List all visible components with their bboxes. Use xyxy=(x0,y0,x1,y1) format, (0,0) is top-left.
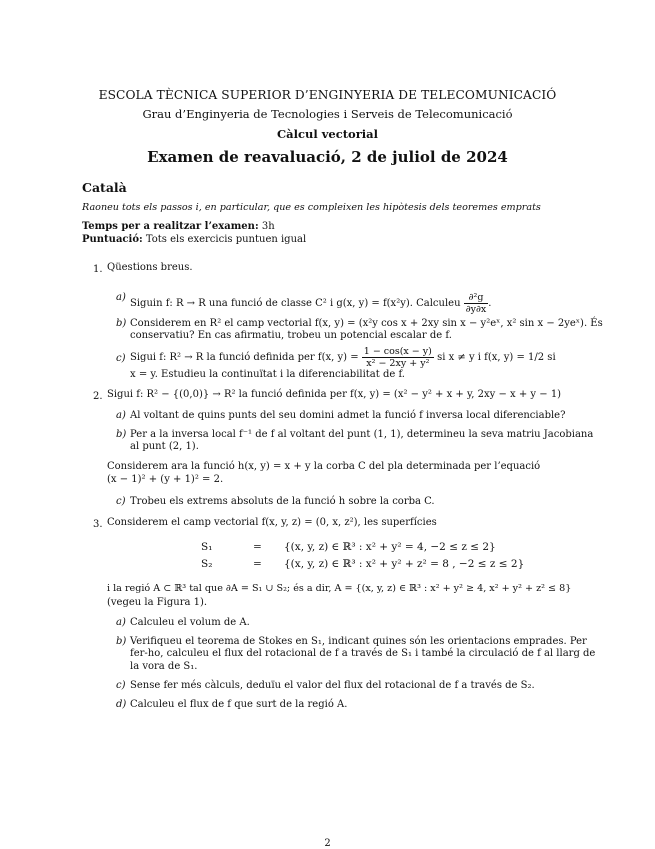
q1b-line2: conservatiu? En cas afirmatiu, trobeu un potencial escalar de f. xyxy=(130,330,452,341)
q2-mid-line1: Considerem ara la funció h(x, y) = x + y la corba C del pla determinada per l’equació xyxy=(107,461,541,472)
score-value: Tots els exercicis puntuen igual xyxy=(145,234,307,245)
q1a-text: Siguin f: R → R una funció de classe C² i g(x, y) = f(x²y). Calculeu $\frac{\text{∂²g}}{\partial y\partial x}$ . xyxy=(130,292,492,315)
q3-number: 3. xyxy=(93,519,103,530)
time-label: Temps per a realitzar l’examen: xyxy=(82,221,259,232)
q2a-text: Al voltant de quins punts del seu domini admet la funció f inversa local diferenciable? xyxy=(130,410,566,421)
q1a-frac-num: ∂²g xyxy=(464,292,489,304)
q3b-line3: la vora de S₁. xyxy=(130,661,198,672)
s2-eq: = xyxy=(253,558,262,570)
q3a-label: a) xyxy=(116,617,126,628)
q1c-line2: x = y. Estudieu la continuïtat i la diferenciabilitat de f. xyxy=(130,369,405,380)
q2a-label: a) xyxy=(116,410,126,421)
q3a-text: Calculeu el volum de A. xyxy=(130,617,250,628)
time-value: 3h xyxy=(261,221,275,232)
course-name: Càlcul vectorial xyxy=(277,127,378,141)
q2-mid-line2: (x − 1)² + (y + 1)² = 2. xyxy=(107,474,224,485)
s1-eq: = xyxy=(253,541,262,553)
q2b-line1: Per a la inversa local f⁻¹ de f al voltant del punt (1, 1), determineu la seva matriu Jacobiana xyxy=(130,429,594,440)
q3-region-line2: (vegeu la Figura 1). xyxy=(107,597,208,608)
q2-text: Sigui f: R² − {(0,0)} → R² la funció definida per f(x, y) = (x² − y² + x + y, 2xy − x + y − 1) xyxy=(107,389,562,400)
q1-title: Qüestions breus. xyxy=(107,262,193,273)
q3b-label: b) xyxy=(116,636,127,647)
q3b-line2: fer-ho, calculeu el flux del rotacional de f a través de S₁ i també la circulació de f al llarg de xyxy=(130,648,596,659)
page-number: 2 xyxy=(324,838,331,849)
q1c-frac-num: 1 − cos(x − y) xyxy=(363,346,432,357)
q3c-label: c) xyxy=(116,680,126,691)
q3-text: Considerem el camp vectorial f(x, y, z) = (0, x, z²), les superfícies xyxy=(107,517,437,528)
q1a-derivative xyxy=(464,292,489,315)
q1c-fraction xyxy=(362,346,434,369)
exam-title: Examen de reavaluació, 2 de juliol de 2024 xyxy=(147,148,508,166)
q3d-text: Calculeu el flux de f que surt de la regió A. xyxy=(130,699,348,710)
degree-name: Grau d’Enginyeria de Tecnologies i Serveis de Telecomunicació xyxy=(142,107,513,121)
language-heading: Català xyxy=(82,180,127,195)
q1a-frac-den: ∂y∂x xyxy=(465,304,487,315)
time-info xyxy=(82,221,275,232)
q1c-line1 xyxy=(130,346,556,369)
q1a-statement: Siguin f: R → R una funció de classe C² i g(x, y) = f(x²y). Calculeu xyxy=(130,298,461,309)
q3b-line1: Verifiqueu el teorema de Stokes en S₁, indicant quines són les orientacions emprades. Per xyxy=(130,636,587,647)
q3-region-line1: i la regió A ⊂ ℝ³ tal que ∂A = S₁ ∪ S₂; és a dir, A = {(x, y, z) ∈ ℝ³ : x² + y² ≥ 4, x² + y² + z² ≤ 8} xyxy=(107,583,572,594)
s1-rhs: {(x, y, z) ∈ ℝ³ : x² + y² = 4, −2 ≤ z ≤ 2} xyxy=(284,541,496,553)
school-name: ESCOLA TÈCNICA SUPERIOR D’ENGINYERIA DE TELECOMUNICACIÓ xyxy=(98,88,557,102)
score-info xyxy=(82,234,306,245)
q2c-label: c) xyxy=(116,496,126,507)
s1-lhs: S₁ xyxy=(201,541,213,553)
q1b-line1: Considerem en R² el camp vectorial f(x, y) = (x²y cos x + 2xy sin x − y²eˣ, x² sin x − 2yeˣ). És xyxy=(130,318,603,329)
score-label: Puntuació: xyxy=(82,234,143,245)
q2-number: 2. xyxy=(93,391,103,402)
s2-rhs: {(x, y, z) ∈ ℝ³ : x² + y² + z² = 8 , −2 ≤ z ≤ 2} xyxy=(284,558,525,570)
q1c-frac-den: x² − 2xy + y² xyxy=(366,358,430,369)
instructions: Raoneu tots els passos i, en particular, que es compleixen les hipòtesis dels teoremes emprats xyxy=(82,202,541,213)
q1b-label: b) xyxy=(116,318,127,329)
q3d-label: d) xyxy=(116,699,127,710)
q3c-text: Sense fer més càlculs, deduïu el valor del flux del rotacional de f a través de S₂. xyxy=(130,680,535,691)
q1c-label: c) xyxy=(116,353,126,364)
q2b-label: b) xyxy=(116,429,127,440)
q2c-text: Trobeu els extrems absoluts de la funció h sobre la corba C. xyxy=(130,496,435,507)
q1a-label: a) xyxy=(116,292,126,303)
q1c-post: si x ≠ y i f(x, y) = 1/2 si xyxy=(437,352,556,363)
q2b-line2: al punt (2, 1). xyxy=(130,441,199,452)
s2-lhs: S₂ xyxy=(201,558,213,570)
q1c-pre: Sigui f: R² → R la funció definida per f(x, y) = xyxy=(130,352,359,363)
q1-number: 1. xyxy=(93,264,103,275)
